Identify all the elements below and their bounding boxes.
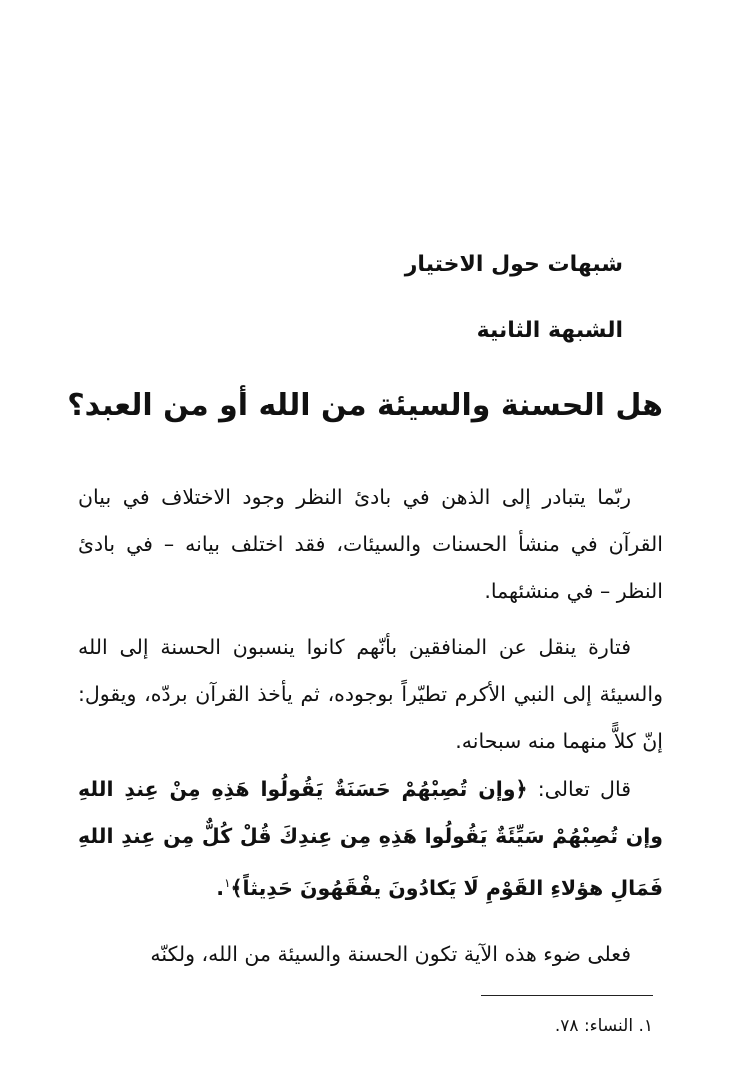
- paragraph-1: ربّما يتبادر إلى الذهن في بادئ النظر وجود الاختلاف في بيان القرآن في منشأ الحسنات والسيئات، فقد اختلف بيانه – في بادئ النظر – في منشئهما.: [78, 485, 663, 603]
- footnote-divider: [481, 995, 653, 996]
- footnote-reference: ١: [224, 876, 231, 890]
- running-head: شبهات حول الاختيار: [404, 252, 623, 277]
- footnote: ١. النساء: ٧٨.: [554, 1016, 653, 1036]
- verse-intro: قال تعالى:: [527, 777, 631, 801]
- paragraph-4: فعلى ضوء هذه الآية تكون الحسنة والسيئة من الله، ولكنّه: [150, 942, 631, 966]
- paragraph-2: فتارة ينقل عن المنافقين بأنّهم كانوا ينسبون الحسنة إلى الله والسيئة إلى النبي الأكرم تطيّراً بوجوده، ثم يأخذ القرآن بردّه، ويقول: إنّ كلاًّ منهما منه سبحانه.: [78, 635, 663, 753]
- paragraph-3: [78, 766, 663, 912]
- verse-end-punctuation: .: [216, 875, 225, 900]
- section-label: الشبهة الثانية: [476, 318, 623, 343]
- quran-verse: ﴿وإن تُصِبْهُمْ حَسَنَةٌ يَقُولُوا هَذِهِ مِنْ عِندِ اللهِ وإن تُصِبْهُمْ سَيِّئَةٌ يَقُولُوا هَذِهِ مِن عِندِكَ قُلْ كُلٌّ مِن عِندِ اللهِ فَمَالِ هؤلاءِ القَوْمِ لَا يَكادُونَ يفْقَهُونَ حَدِيثاً﴾: [78, 777, 663, 900]
- chapter-title: هل الحسنة والسيئة من الله أو من العبد؟: [67, 388, 663, 423]
